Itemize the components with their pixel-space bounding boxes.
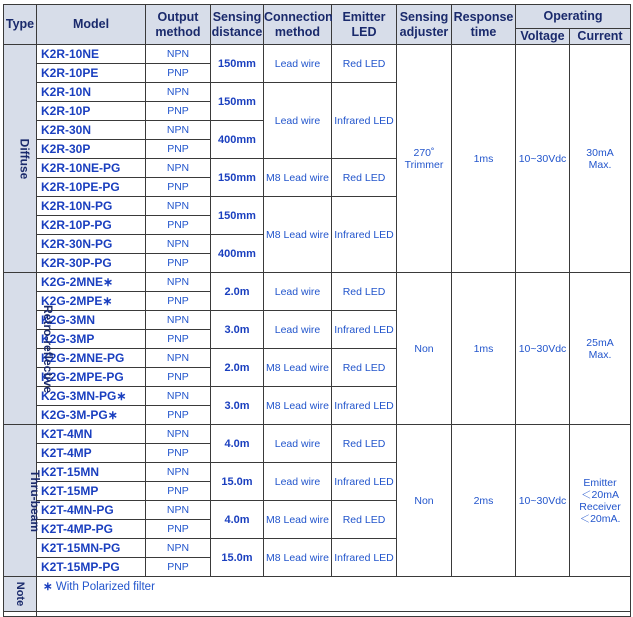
connection-cell: M8 Lead wire [264,197,332,273]
connection-cell: M8 Lead wire [264,159,332,197]
led-cell: Infrared LED [332,311,397,349]
header-model: Model [37,5,146,45]
adjuster-cell: Non [397,273,452,425]
voltage-cell: 10~30Vdc [516,273,570,425]
distance-cell: 15.0m [211,463,264,501]
distance-cell: 150mm [211,45,264,83]
output-cell: PNP [146,482,211,501]
distance-cell: 2.0m [211,349,264,387]
note-star: ∗ [43,581,53,593]
polarized-star: ∗ [102,294,113,308]
output-cell: NPN [146,45,211,64]
output-cell: NPN [146,235,211,254]
type-retro-reflective: Retro-reflective [4,273,37,425]
connection-cell: Lead wire [264,463,332,501]
model-cell: K2G-3M-PG∗ [37,406,146,425]
model-cell: K2G-2MPE∗ [37,292,146,311]
connection-cell: Lead wire [264,311,332,349]
model-cell: K2T-15MN-PG [37,539,146,558]
output-cell: PNP [146,178,211,197]
response-cell: 1ms [452,273,516,425]
output-cell: NPN [146,83,211,102]
output-cell: PNP [146,140,211,159]
output-cell: NPN [146,387,211,406]
model-cell: K2R-10N-PG [37,197,146,216]
output-cell: NPN [146,349,211,368]
distance-cell: 150mm [211,83,264,121]
model-cell: K2R-10P [37,102,146,121]
led-cell: Infrared LED [332,83,397,159]
connection-cell: M8 Lead wire [264,349,332,387]
model-cell: K2G-2MNE∗ [37,273,146,292]
model-cell: K2G-2MPE-PG [37,368,146,387]
output-cell: PNP [146,406,211,425]
model-cell: K2R-10PE-PG [37,178,146,197]
distance-cell: 400mm [211,235,264,273]
note-label: Note [4,577,37,612]
table-end-cell [4,612,37,617]
output-cell: NPN [146,501,211,520]
connection-cell: Lead wire [264,83,332,159]
output-cell: PNP [146,368,211,387]
output-cell: PNP [146,520,211,539]
output-cell: NPN [146,425,211,444]
model-cell: K2R-10P-PG [37,216,146,235]
model-cell: K2T-4MP-PG [37,520,146,539]
header-distance: Sensing distance [211,5,264,45]
model-cell: K2R-10PE [37,64,146,83]
model-cell: K2T-15MP-PG [37,558,146,577]
note-text: ∗ With Polarized filter [37,577,631,612]
model-cell: K2R-10NE [37,45,146,64]
output-cell: PNP [146,558,211,577]
header-emitter: Emitter LED [332,5,397,45]
output-cell: NPN [146,197,211,216]
distance-cell: 150mm [211,197,264,235]
distance-cell: 2.0m [211,273,264,311]
model-cell: K2G-2MNE-PG [37,349,146,368]
polarized-star: ∗ [107,408,118,422]
output-cell: NPN [146,311,211,330]
current-cell: 30mA Max. [570,45,631,273]
header-voltage: Voltage [516,29,570,45]
adjuster-cell: 270˚ Trimmer [397,45,452,273]
output-cell: PNP [146,216,211,235]
type-diffuse: Diffuse [4,45,37,273]
model-cell: K2T-15MP [37,482,146,501]
header-adjuster: Sensing adjuster [397,5,452,45]
spec-table [3,4,631,617]
model-cell: K2R-10NE-PG [37,159,146,178]
led-cell: Red LED [332,45,397,83]
model-cell: K2T-4MP [37,444,146,463]
connection-cell: Lead wire [264,273,332,311]
connection-cell: M8 Lead wire [264,539,332,577]
output-cell: NPN [146,121,211,140]
header-response: Response time [452,5,516,45]
model-cell: K2G-3MN [37,311,146,330]
voltage-cell: 10~30Vdc [516,45,570,273]
output-cell: NPN [146,539,211,558]
output-cell: NPN [146,159,211,178]
distance-cell: 3.0m [211,387,264,425]
distance-cell: 400mm [211,121,264,159]
header-current: Current [570,29,631,45]
response-cell: 2ms [452,425,516,577]
output-cell: NPN [146,463,211,482]
led-cell: Infrared LED [332,539,397,577]
model-cell: K2R-30N-PG [37,235,146,254]
led-cell: Infrared LED [332,197,397,273]
output-cell: NPN [146,273,211,292]
voltage-cell: 10~30Vdc [516,425,570,577]
distance-cell: 15.0m [211,539,264,577]
led-cell: Red LED [332,425,397,463]
led-cell: Red LED [332,159,397,197]
connection-cell: M8 Lead wire [264,501,332,539]
distance-cell: 150mm [211,159,264,197]
output-cell: PNP [146,254,211,273]
model-cell: K2R-30P [37,140,146,159]
current-cell: Emitter ＜20mA Receiver ＜20mA. [570,425,631,577]
model-cell: K2R-30N [37,121,146,140]
led-cell: Red LED [332,349,397,387]
led-cell: Infrared LED [332,387,397,425]
distance-cell: 4.0m [211,501,264,539]
model-cell: K2T-15MN [37,463,146,482]
header-type: Type [4,5,37,45]
polarized-star: ∗ [116,389,127,403]
current-cell: 25mA Max. [570,273,631,425]
led-cell: Red LED [332,501,397,539]
header-operating: Operating [516,5,631,29]
connection-cell: M8 Lead wire [264,387,332,425]
model-cell: K2T-4MN [37,425,146,444]
led-cell: Infrared LED [332,463,397,501]
distance-cell: 3.0m [211,311,264,349]
output-cell: PNP [146,102,211,121]
response-cell: 1ms [452,45,516,273]
polarized-star: ∗ [103,275,114,289]
output-cell: PNP [146,330,211,349]
connection-cell: Lead wire [264,425,332,463]
distance-cell: 4.0m [211,425,264,463]
model-cell: K2G-3MN-PG∗ [37,387,146,406]
model-cell: K2T-4MN-PG [37,501,146,520]
model-cell: K2R-10N [37,83,146,102]
connection-cell: Lead wire [264,45,332,83]
output-cell: PNP [146,444,211,463]
model-cell: K2G-3MP [37,330,146,349]
output-cell: PNP [146,292,211,311]
header-connection: Connection method [264,5,332,45]
led-cell: Red LED [332,273,397,311]
model-cell: K2R-30P-PG [37,254,146,273]
adjuster-cell: Non [397,425,452,577]
type-thru-beam: Thru-beam [4,425,37,577]
output-cell: PNP [146,64,211,83]
header-output: Output method [146,5,211,45]
table-end-cell [37,612,631,617]
